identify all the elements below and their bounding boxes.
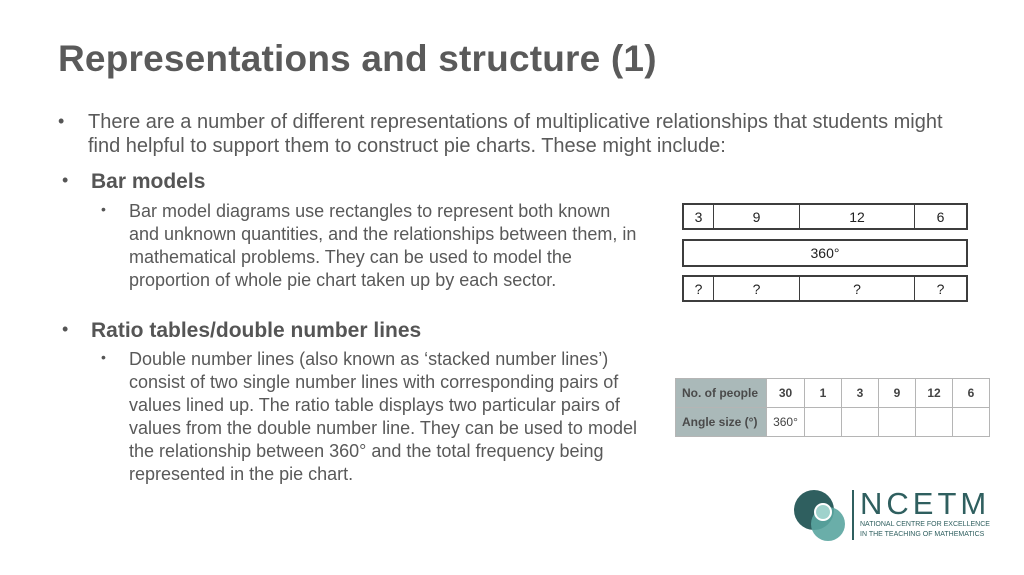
section-heading-bar-models: Bar models — [91, 170, 206, 193]
ratio-table — [675, 378, 990, 437]
table-row — [676, 379, 990, 408]
bar-unknown: ? — [936, 280, 945, 297]
bar-unknown: ? — [714, 277, 800, 300]
table-cell: 1 — [805, 379, 842, 408]
ncetm-logo-mark-icon — [790, 488, 852, 544]
row-label-people: No. of people — [676, 379, 767, 408]
logo-line2: IN THE TEACHING OF MATHEMATICS — [860, 531, 985, 538]
bullet-dot: • — [62, 170, 69, 190]
ncetm-logo — [790, 488, 990, 544]
table-cell: 3 — [842, 379, 879, 408]
bar-model-parts-row — [682, 203, 968, 230]
logo-name: NCETM — [860, 486, 991, 521]
table-cell: 6 — [953, 379, 990, 408]
logo-line1: NATIONAL CENTRE FOR EXCELLENCE — [860, 521, 990, 528]
table-row — [676, 408, 990, 437]
table-cell — [953, 408, 990, 437]
bar-whole: 360° — [810, 245, 840, 261]
logo-divider — [852, 490, 854, 540]
table-cell: 30 — [767, 379, 805, 408]
section-text-bar-models: Bar model diagrams use rectangles to represent both known and unknown quantities, and the relationships between them, in mathematical problems. They can be used to model the proportion of whole pie chart taken up by each sector. — [129, 201, 637, 290]
bar-unknown: ? — [684, 277, 714, 300]
bullet-dot: • — [101, 201, 106, 217]
table-cell: 12 — [916, 379, 953, 408]
intro-text: There are a number of different representations of multiplicative relationships that students might find helpful to support them to construct pie charts. These might include: — [88, 111, 943, 157]
section-text-ratio-tables: Double number lines (also known as ‘stacked number lines’) consist of two single number lines with corresponding pairs of values lined up. The ratio table displays two particular pairs of values from the double number line. They can be used to model the relationship between 360° and the total frequency being represented in the pie chart. — [129, 349, 637, 484]
bar-part: 9 — [714, 205, 800, 228]
bar-model-unknown-row — [682, 275, 968, 302]
section-heading-ratio-tables: Ratio tables/double number lines — [91, 319, 422, 342]
table-cell — [805, 408, 842, 437]
table-cell: 360° — [767, 408, 805, 437]
bar-model-whole-row — [682, 239, 968, 267]
bar-part: 3 — [684, 205, 714, 228]
table-cell — [916, 408, 953, 437]
table-cell: 9 — [879, 379, 916, 408]
bullet-dot: • — [62, 319, 69, 339]
bar-part: 12 — [800, 205, 915, 228]
table-cell — [842, 408, 879, 437]
slide-title: Representations and structure (1) — [58, 38, 657, 79]
bullet-dot: • — [58, 111, 65, 131]
bar-part: 6 — [936, 208, 945, 225]
bullet-dot: • — [101, 349, 106, 365]
row-label-angle: Angle size (°) — [676, 408, 767, 437]
bar-unknown: ? — [800, 277, 915, 300]
table-cell — [879, 408, 916, 437]
